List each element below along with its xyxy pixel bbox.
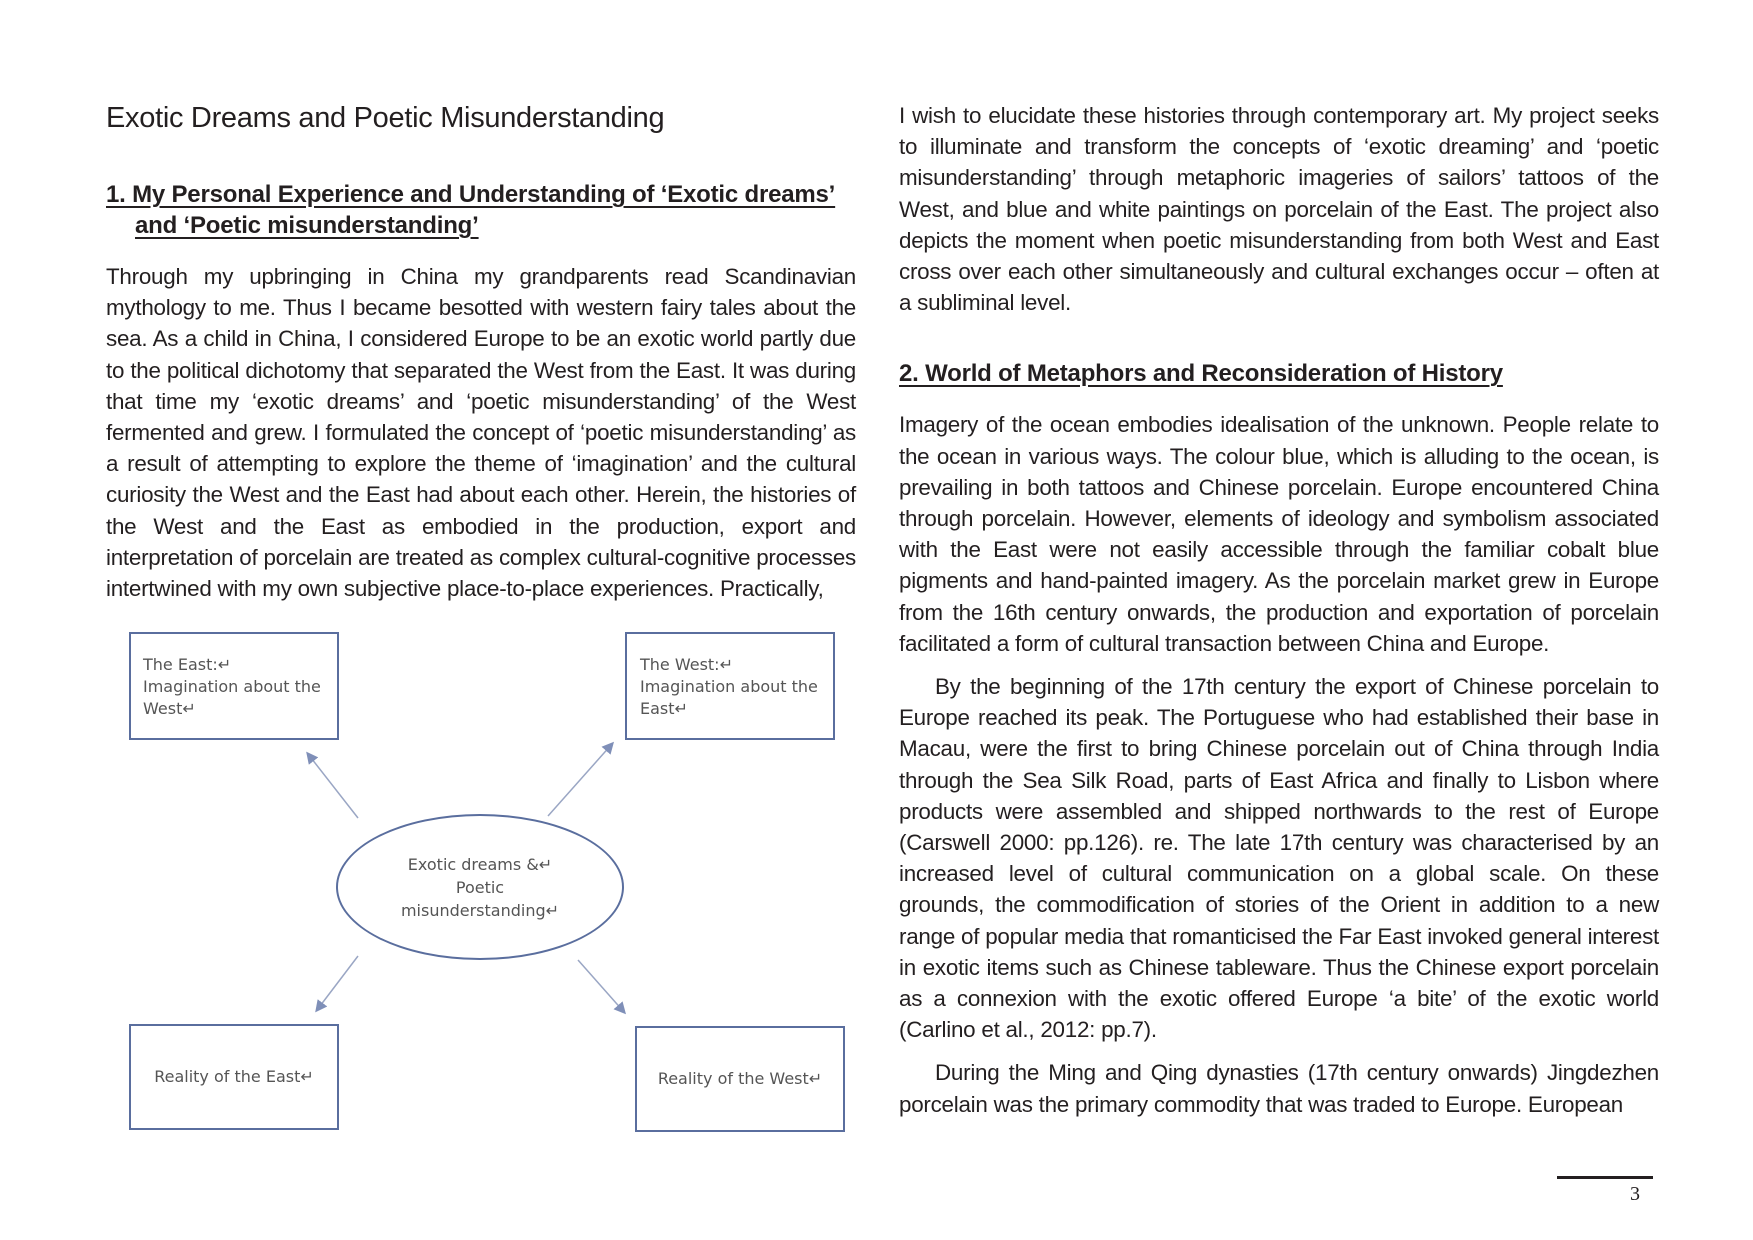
section-1-heading-line-2: and ‘Poetic misunderstanding’	[135, 212, 479, 239]
concept-diagram	[112, 626, 872, 1146]
page-title: Exotic Dreams and Poetic Misunderstanding	[106, 102, 665, 134]
section-1-heading-line-1: 1. My Personal Experience and Understanding of ‘Exotic dreams’	[106, 181, 836, 208]
west-reality-label: Reality of the West↵	[657, 1069, 823, 1088]
section-2-heading: 2. World of Metaphors and Reconsideration of History	[899, 360, 1503, 388]
section-1-continuation: I wish to elucidate these histories through contemporary art. My project seeks to illuminate and transform the concepts of ‘exotic dreaming’ and ‘poetic misunderstanding’ through metaphoric imageries of sailors’ tattoos of the West, and blue and white paintings on porcelain of the East. The project also depicts the moment when poetic misunderstanding from both West and East cross over each other simultaneously and cultural exchanges occur – often at a subliminal level.	[899, 103, 1659, 316]
arrow-to-east-reality	[317, 956, 358, 1010]
east-reality-label: Reality of the East↵	[154, 1067, 314, 1086]
west-imagination-line-2: Imagination about the	[640, 677, 818, 696]
east-reality-box	[129, 1024, 339, 1130]
section-1-paragraph: Through my upbringing in China my grandparents read Scandinavian mythology to me. Thus I became besotted with western fairy tales about the sea. As a child in China, I considered Europe to be an exotic world partly due to the political dichotomy that separated the West from the East. It was during that time my ‘exotic dreams’ and ‘poetic misunderstanding’ of the West fermented and grew. I formulated the concept of ‘poetic misunderstanding’ as a result of attempting to explore the theme of ‘imagination’ and the cultural curiosity the West and the East had about each other. Herein, the histories of the West and the East as embodied in the production, export and interpretation of porcelain are treated as complex cultural-cognitive processes intertwined with my own subjective place-to-place experiences. Practically,	[106, 264, 856, 602]
east-imagination-line-2: Imagination about the	[143, 677, 321, 696]
right-column	[899, 100, 1659, 1120]
section-2-paragraph-3: During the Ming and Qing dynasties (17th century onwards) Jingdezhen porcelain was the primary commodity that was traded to Europe. European	[899, 1060, 1659, 1117]
west-imagination-box	[625, 632, 835, 740]
exotic-dreams-ellipse	[336, 814, 624, 960]
west-imagination-line-1: The West:↵	[640, 655, 733, 674]
center-line-2: Poetic	[455, 877, 505, 897]
east-imagination-line-1: The East:↵	[143, 655, 232, 674]
arrow-to-west-reality	[578, 960, 624, 1012]
west-imagination-line-3: East↵	[640, 699, 688, 718]
center-line-3: misunderstanding↵	[400, 900, 560, 920]
page-number-rule	[1557, 1176, 1653, 1179]
left-column	[106, 100, 856, 604]
arrow-to-west-imagination	[548, 744, 612, 816]
section-2-paragraph-1: Imagery of the ocean embodies idealisation of the unknown. People relate to the ocean in various ways. The colour blue, which is alluding to the ocean, is prevailing in both tattoos and Chinese porcelain. Europe encountered China through porcelain. However, elements of ideology and symbolism associated with the East were not easily accessible through the familiar cobalt blue pigments and hand-painted imagery. As the porcelain market grew in Europe from the 16th century onwards, the production and exportation of porcelain facilitated a form of cultural transaction between China and Europe.	[899, 412, 1659, 656]
arrow-to-east-imagination	[308, 754, 358, 818]
section-1-heading	[106, 179, 856, 241]
page-number: 3	[1630, 1183, 1640, 1205]
section-2-paragraph-2: By the beginning of the 17th century the export of Chinese porcelain to Europe reached its peak. The Portuguese who had established their base in Macau, were the first to bring Chinese porcelain out of China through India through the Sea Silk Road, parts of East Africa and finally to Lisbon where products were assembled and shipped northwards to the rest of Europe (Carswell 2000: pp.126). re. The late 17th century was characterised by an increased level of cultural communication on a global scale. On these grounds, the commodification of stories of the Orient in addition to a new range of popular media that romanticised the Far East invoked general interest in exotic items such as Chinese tableware. Thus the Chinese export porcelain as a connexion with the exotic offered Europe ‘a bite’ of the exotic world (Carlino et al., 2012: pp.7).	[899, 674, 1659, 1043]
west-reality-box	[635, 1026, 845, 1132]
center-line-1: Exotic dreams &↵	[407, 854, 553, 874]
east-imagination-line-3: West↵	[143, 699, 196, 718]
east-imagination-box	[129, 632, 339, 740]
